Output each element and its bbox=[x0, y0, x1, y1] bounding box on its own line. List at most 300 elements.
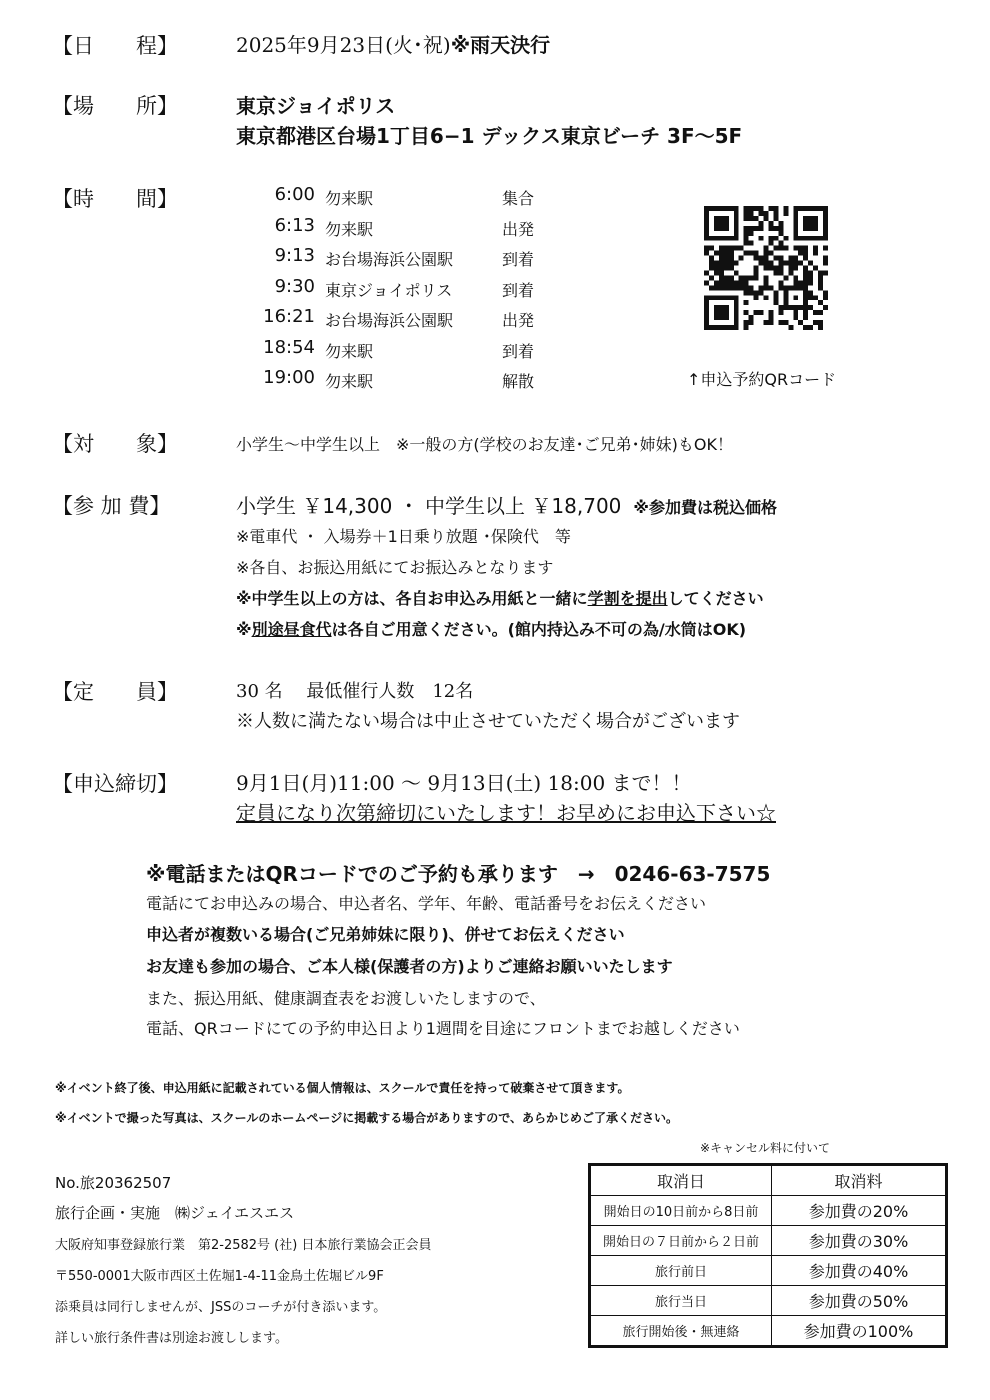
qr-module bbox=[714, 236, 719, 241]
qr-module bbox=[768, 320, 773, 325]
qr-module bbox=[719, 270, 724, 275]
qr-module bbox=[739, 256, 744, 261]
schedule-time: 16:21 bbox=[263, 306, 315, 327]
qr-module bbox=[813, 236, 818, 241]
qr-module bbox=[719, 305, 724, 310]
qr-module bbox=[759, 290, 764, 295]
qr-module bbox=[818, 285, 823, 290]
qr-module bbox=[803, 246, 808, 251]
fee-label: 【参 加 費】 bbox=[52, 494, 171, 518]
qr-module bbox=[734, 325, 739, 330]
qr-module bbox=[803, 305, 808, 310]
qr-module bbox=[749, 290, 754, 295]
qr-module bbox=[798, 285, 803, 290]
qr-module bbox=[739, 285, 744, 290]
qr-module bbox=[823, 256, 828, 261]
qr-module bbox=[808, 280, 813, 285]
qr-module bbox=[798, 280, 803, 285]
qr-module bbox=[729, 280, 734, 285]
schedule-status: 解散 bbox=[502, 372, 535, 391]
qr-module bbox=[768, 266, 773, 271]
qr-module bbox=[764, 256, 769, 261]
qr-module bbox=[734, 295, 739, 300]
qr-module bbox=[759, 226, 764, 231]
qr-module bbox=[823, 226, 828, 231]
qr-module bbox=[793, 280, 798, 285]
target-value: 小学生〜中学生以上 ※一般の方(学校のお友達･ご兄弟･姉妹)もOK！ bbox=[236, 435, 733, 454]
qr-module bbox=[714, 285, 719, 290]
qr-module bbox=[778, 270, 783, 275]
qr-module bbox=[719, 206, 724, 211]
qr-module bbox=[808, 221, 813, 226]
qr-module bbox=[714, 226, 719, 231]
qr-module bbox=[754, 206, 759, 211]
qr-module bbox=[724, 305, 729, 310]
qr-module bbox=[714, 305, 719, 310]
qr-module bbox=[724, 325, 729, 330]
qr-module bbox=[724, 280, 729, 285]
qr-module bbox=[813, 251, 818, 256]
qr-module bbox=[803, 266, 808, 271]
qr-module bbox=[744, 206, 749, 211]
qr-module bbox=[704, 221, 709, 226]
qr-module bbox=[734, 280, 739, 285]
qr-module bbox=[729, 236, 734, 241]
qr-module bbox=[729, 256, 734, 261]
qr-module bbox=[744, 300, 749, 305]
cancel-header-row bbox=[590, 1165, 947, 1196]
fee-tax-note: ※参加費は税込価格 bbox=[633, 498, 777, 517]
qr-module bbox=[808, 236, 813, 241]
qr-module bbox=[818, 236, 823, 241]
qr-module bbox=[709, 266, 714, 271]
qr-module bbox=[813, 320, 818, 325]
cancel-title: ※キャンセル料に付いて bbox=[700, 1141, 831, 1155]
company-address: 〒550-0001大阪市西区土佐堀1-4-11金鳥土佐堀ビル9F bbox=[55, 1269, 384, 1284]
qr-module bbox=[818, 300, 823, 305]
qr-module bbox=[714, 251, 719, 256]
qr-module bbox=[764, 295, 769, 300]
qr-module bbox=[704, 226, 709, 231]
capacity-label: 【定 員】 bbox=[52, 680, 178, 704]
fee-note-3 bbox=[236, 586, 764, 609]
qr-module bbox=[778, 246, 783, 251]
qr-module bbox=[783, 285, 788, 290]
qr-module bbox=[749, 241, 754, 246]
qr-module bbox=[759, 211, 764, 216]
qr-module bbox=[778, 256, 783, 261]
qr-module bbox=[803, 236, 808, 241]
qr-module bbox=[734, 226, 739, 231]
fee-note-2: ※各自、お振込用紙にてお振込みとなります bbox=[236, 558, 554, 577]
qr-module bbox=[704, 310, 709, 315]
qr-module bbox=[768, 241, 773, 246]
qr-module bbox=[803, 300, 808, 305]
qr-module bbox=[823, 221, 828, 226]
qr-module bbox=[818, 280, 823, 285]
table-row bbox=[590, 1316, 947, 1347]
qr-module bbox=[823, 261, 828, 266]
qr-module bbox=[744, 211, 749, 216]
qr-module bbox=[759, 261, 764, 266]
qr-module bbox=[813, 246, 818, 251]
fee-prices: 小学生 ￥14,300 ・ 中学生以上 ￥18,700 bbox=[236, 494, 622, 518]
cancel-day: 開始日の７日前から２日前 bbox=[590, 1226, 772, 1256]
qr-module bbox=[704, 300, 709, 305]
schedule-row bbox=[255, 243, 555, 274]
qr-module bbox=[709, 256, 714, 261]
qr-module bbox=[749, 275, 754, 280]
qr-module bbox=[764, 285, 769, 290]
qr-module bbox=[773, 295, 778, 300]
fee-note-3c: してください bbox=[667, 589, 764, 608]
qr-module bbox=[749, 315, 754, 320]
qr-module bbox=[798, 246, 803, 251]
qr-module bbox=[734, 206, 739, 211]
qr-module bbox=[734, 246, 739, 251]
qr-module bbox=[704, 251, 709, 256]
qr-module bbox=[704, 231, 709, 236]
qr-module bbox=[759, 236, 764, 241]
qr-module bbox=[734, 310, 739, 315]
qr-module bbox=[749, 285, 754, 290]
qr-module bbox=[764, 211, 769, 216]
qr-module bbox=[744, 310, 749, 315]
schedule-status: 到着 bbox=[502, 280, 535, 300]
qr-module bbox=[754, 266, 759, 271]
qr-module bbox=[798, 305, 803, 310]
qr-module bbox=[808, 325, 813, 330]
qr-module bbox=[719, 236, 724, 241]
qr-module bbox=[793, 315, 798, 320]
schedule-row bbox=[255, 304, 555, 335]
qr-module bbox=[724, 226, 729, 231]
qr-module bbox=[724, 246, 729, 251]
qr-module bbox=[724, 295, 729, 300]
company-planner: 旅行企画・実施 ㈱ジェイエスエス bbox=[55, 1204, 295, 1222]
qr-module bbox=[803, 270, 808, 275]
cancel-day: 旅行開始後・無連絡 bbox=[590, 1316, 772, 1347]
qr-module bbox=[729, 261, 734, 266]
qr-module bbox=[754, 216, 759, 221]
contact-line-3: お友達も参加の場合、ご本人様(保護者の方)よりご連絡お願いいたします bbox=[146, 957, 673, 976]
qr-module bbox=[793, 231, 798, 236]
qr-caption: ↑申込予約QRコード bbox=[687, 370, 837, 389]
qr-module bbox=[744, 285, 749, 290]
qr-module bbox=[788, 270, 793, 275]
qr-module bbox=[768, 261, 773, 266]
schedule-time: 19:00 bbox=[263, 367, 315, 388]
qr-module bbox=[704, 206, 709, 211]
qr-module bbox=[803, 285, 808, 290]
cancel-header-day: 取消日 bbox=[590, 1165, 772, 1196]
qr-module bbox=[768, 221, 773, 226]
qr-module bbox=[749, 211, 754, 216]
qr-module bbox=[803, 206, 808, 211]
qr-module bbox=[704, 325, 709, 330]
qr-module bbox=[768, 310, 773, 315]
qr-module bbox=[754, 256, 759, 261]
qr-module bbox=[773, 236, 778, 241]
qr-module bbox=[823, 206, 828, 211]
qr-module bbox=[803, 295, 808, 300]
qr-module bbox=[808, 305, 813, 310]
qr-module bbox=[719, 226, 724, 231]
qr-module bbox=[734, 270, 739, 275]
qr-module bbox=[793, 266, 798, 271]
qr-module bbox=[749, 206, 754, 211]
fee-note-4b: 別途昼食代 bbox=[251, 620, 332, 639]
schedule-place: 勿来駅 bbox=[325, 219, 374, 239]
company-escort: 添乗員は同行しませんが、JSSのコーチが付き添います。 bbox=[55, 1300, 387, 1315]
date-note: ※雨天決行 bbox=[450, 33, 551, 57]
fee-note-4a: ※ bbox=[236, 620, 252, 639]
schedule-row bbox=[255, 213, 555, 244]
cancel-fee: 参加費の30% bbox=[772, 1226, 947, 1256]
company-registration: 大阪府知事登録旅行業 第2-2582号 (社) 日本旅行業協会正会員 bbox=[55, 1238, 432, 1253]
qr-module bbox=[764, 266, 769, 271]
cancel-fee: 参加費の20% bbox=[772, 1196, 947, 1226]
qr-module bbox=[744, 231, 749, 236]
cancel-header-fee: 取消料 bbox=[772, 1165, 947, 1196]
qr-module bbox=[823, 231, 828, 236]
target-label: 【対 象】 bbox=[52, 432, 178, 456]
contact-line-2: 申込者が複数いる場合(ご兄弟姉妹に限り)、併せてお伝えください bbox=[146, 925, 625, 944]
qr-module bbox=[749, 251, 754, 256]
cancel-day: 旅行前日 bbox=[590, 1256, 772, 1286]
qr-module bbox=[744, 275, 749, 280]
qr-module bbox=[724, 251, 729, 256]
place-name: 東京ジョイポリス bbox=[236, 94, 396, 118]
qr-module bbox=[808, 206, 813, 211]
qr-module bbox=[709, 206, 714, 211]
qr-module bbox=[823, 246, 828, 251]
qr-module bbox=[778, 266, 783, 271]
qr-module bbox=[818, 270, 823, 275]
qr-module bbox=[808, 261, 813, 266]
qr-module bbox=[813, 221, 818, 226]
qr-module bbox=[744, 236, 749, 241]
qr-module bbox=[724, 221, 729, 226]
contact-line-4: また、振込用紙、健康調査表をお渡しいたしますので、 bbox=[146, 989, 546, 1008]
date-line bbox=[236, 29, 550, 58]
qr-module bbox=[783, 290, 788, 295]
qr-module bbox=[759, 310, 764, 315]
cancel-fee: 参加費の50% bbox=[772, 1286, 947, 1316]
qr-module bbox=[803, 226, 808, 231]
qr-module bbox=[714, 216, 719, 221]
qr-module bbox=[714, 310, 719, 315]
qr-module bbox=[778, 226, 783, 231]
qr-module bbox=[768, 251, 773, 256]
qr-module bbox=[734, 211, 739, 216]
schedule-place: 勿来駅 bbox=[325, 372, 374, 391]
qr-module bbox=[754, 290, 759, 295]
place-address: 東京都港区台場1丁目6−1 デックス東京ビーチ 3F〜5F bbox=[236, 124, 743, 148]
qr-module bbox=[818, 275, 823, 280]
qr-module bbox=[719, 221, 724, 226]
deadline-label: 【申込締切】 bbox=[52, 772, 178, 796]
qr-module bbox=[813, 266, 818, 271]
qr-module bbox=[773, 206, 778, 211]
qr-module bbox=[773, 216, 778, 221]
qr-module bbox=[719, 325, 724, 330]
schedule-row bbox=[255, 182, 555, 213]
schedule-row bbox=[255, 335, 555, 366]
qr-module bbox=[734, 236, 739, 241]
qr-module bbox=[783, 320, 788, 325]
qr-module bbox=[764, 246, 769, 251]
schedule-row bbox=[255, 365, 555, 396]
schedule-place: お台場海浜公園駅 bbox=[325, 250, 454, 269]
qr-module bbox=[783, 211, 788, 216]
qr-module bbox=[783, 236, 788, 241]
notice-privacy: ※イベント終了後、申込用紙に記載されている個人情報は、スクールで責任を持って破棄させて頂きます。 bbox=[55, 1081, 630, 1095]
qr-module bbox=[744, 290, 749, 295]
qr-module bbox=[754, 251, 759, 256]
qr-module bbox=[778, 231, 783, 236]
qr-module bbox=[768, 236, 773, 241]
qr-module bbox=[714, 270, 719, 275]
qr-module bbox=[719, 261, 724, 266]
qr-module bbox=[744, 241, 749, 246]
qr-module bbox=[759, 221, 764, 226]
qr-module bbox=[798, 206, 803, 211]
contact-headline: ※電話またはQRコードでのご予約も承ります → 0246-63-7575 bbox=[146, 862, 771, 886]
qr-module bbox=[729, 266, 734, 271]
qr-module bbox=[709, 246, 714, 251]
qr-module bbox=[793, 226, 798, 231]
qr-module bbox=[793, 275, 798, 280]
qr-module bbox=[719, 266, 724, 271]
qr-module bbox=[729, 206, 734, 211]
qr-module bbox=[773, 270, 778, 275]
qr-module bbox=[818, 325, 823, 330]
qr-module bbox=[719, 295, 724, 300]
qr-code-image[interactable] bbox=[704, 206, 828, 330]
qr-module bbox=[719, 315, 724, 320]
qr-module bbox=[724, 315, 729, 320]
place-label: 【場 所】 bbox=[52, 94, 178, 118]
qr-module bbox=[709, 285, 714, 290]
qr-module bbox=[759, 256, 764, 261]
qr-module bbox=[803, 256, 808, 261]
qr-module bbox=[719, 280, 724, 285]
qr-module bbox=[803, 216, 808, 221]
cancel-day: 旅行当日 bbox=[590, 1286, 772, 1316]
notice-photos: ※イベントで撮った写真は、スクールのホームページに掲載する場合がありますので、あらかじめご了承ください。 bbox=[55, 1111, 678, 1125]
qr-module bbox=[803, 280, 808, 285]
qr-module bbox=[798, 251, 803, 256]
qr-module bbox=[764, 261, 769, 266]
qr-module bbox=[724, 206, 729, 211]
qr-module bbox=[739, 280, 744, 285]
cancel-fee-table bbox=[588, 1163, 948, 1348]
qr-module bbox=[729, 251, 734, 256]
schedule-time: 18:54 bbox=[263, 336, 315, 358]
qr-module bbox=[793, 256, 798, 261]
cancel-day: 開始日の10日前から8日前 bbox=[590, 1196, 772, 1226]
qr-module bbox=[734, 285, 739, 290]
qr-module bbox=[719, 285, 724, 290]
qr-module bbox=[813, 295, 818, 300]
qr-module bbox=[764, 216, 769, 221]
qr-module bbox=[734, 261, 739, 266]
qr-module bbox=[768, 315, 773, 320]
qr-module bbox=[704, 270, 709, 275]
qr-module bbox=[704, 236, 709, 241]
qr-module bbox=[754, 270, 759, 275]
contact-line-1: 電話にてお申込みの場合、申込者名、学年、年齢、電話番号をお伝えください bbox=[146, 894, 707, 913]
schedule-place: 勿来駅 bbox=[325, 189, 374, 208]
qr-module bbox=[749, 231, 754, 236]
schedule-status: 到着 bbox=[502, 250, 535, 269]
qr-module bbox=[793, 206, 798, 211]
qr-module bbox=[798, 320, 803, 325]
qr-module bbox=[709, 295, 714, 300]
qr-module bbox=[744, 325, 749, 330]
qr-module bbox=[734, 221, 739, 226]
qr-module bbox=[793, 305, 798, 310]
qr-module bbox=[823, 305, 828, 310]
qr-module bbox=[768, 285, 773, 290]
qr-module bbox=[704, 211, 709, 216]
qr-module bbox=[704, 280, 709, 285]
qr-module bbox=[709, 275, 714, 280]
qr-module bbox=[704, 216, 709, 221]
qr-module bbox=[714, 261, 719, 266]
qr-module bbox=[719, 216, 724, 221]
qr-module bbox=[749, 216, 754, 221]
qr-module bbox=[764, 251, 769, 256]
qr-module bbox=[823, 270, 828, 275]
qr-module bbox=[719, 246, 724, 251]
qr-module bbox=[719, 310, 724, 315]
qr-module bbox=[788, 325, 793, 330]
schedule-place: 東京ジョイポリス bbox=[325, 280, 453, 300]
qr-module bbox=[783, 246, 788, 251]
qr-module bbox=[798, 261, 803, 266]
qr-module bbox=[704, 320, 709, 325]
qr-module bbox=[778, 280, 783, 285]
qr-module bbox=[754, 275, 759, 280]
qr-module bbox=[754, 226, 759, 231]
qr-module bbox=[773, 300, 778, 305]
qr-module bbox=[788, 266, 793, 271]
qr-module bbox=[813, 310, 818, 315]
fee-note-4c: は各自ご用意ください。(館内持込み不可の為/水筒はOK) bbox=[331, 620, 747, 639]
qr-module bbox=[813, 226, 818, 231]
qr-module bbox=[818, 206, 823, 211]
qr-module bbox=[709, 261, 714, 266]
qr-module bbox=[729, 325, 734, 330]
qr-module bbox=[793, 285, 798, 290]
date-label: 【日 程】 bbox=[52, 34, 178, 58]
qr-module bbox=[793, 221, 798, 226]
qr-module bbox=[773, 290, 778, 295]
qr-module bbox=[734, 216, 739, 221]
qr-module bbox=[793, 295, 798, 300]
schedule-time: 6:13 bbox=[274, 214, 315, 236]
company-reg-no: No.旅20362507 bbox=[55, 1174, 172, 1192]
capacity-note: ※人数に満たない場合は中止させていただく場合がございます bbox=[236, 711, 740, 732]
qr-module bbox=[793, 236, 798, 241]
qr-module bbox=[744, 320, 749, 325]
qr-module bbox=[823, 236, 828, 241]
qr-module bbox=[749, 226, 754, 231]
schedule-status: 出発 bbox=[502, 311, 535, 330]
qr-module bbox=[744, 226, 749, 231]
